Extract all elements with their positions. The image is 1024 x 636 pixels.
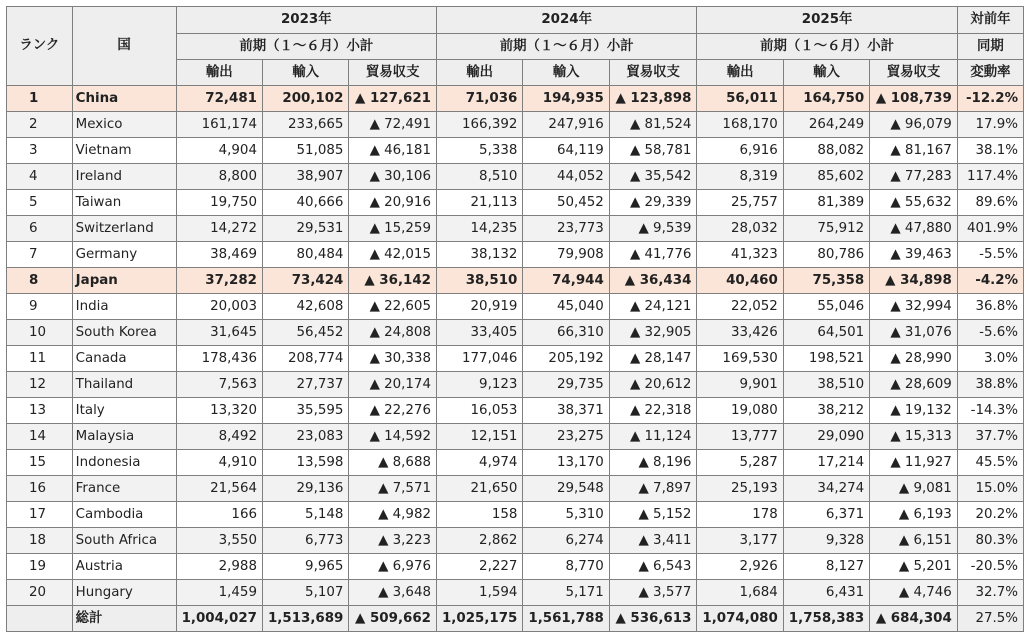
- imports-2023-cell: 29,136: [262, 476, 348, 502]
- trade-table-container: [6, 6, 1024, 632]
- table-row: [7, 190, 1024, 216]
- balance-2024-cell: ▲ 8,196: [609, 450, 697, 476]
- exports-2023-cell: 19,750: [176, 190, 262, 216]
- balance-2024-cell: ▲ 3,577: [609, 580, 697, 606]
- table-row: [7, 216, 1024, 242]
- exports-2025-cell: 28,032: [697, 216, 783, 242]
- imports-2025-cell: 64,501: [783, 320, 869, 346]
- header-year-2023: 2023年: [176, 7, 436, 34]
- imports-2025-cell: 75,912: [783, 216, 869, 242]
- imports-2025-cell: 164,750: [783, 86, 869, 112]
- balance-2025-cell: ▲ 28,609: [870, 372, 958, 398]
- header-exports-2023: 輸出: [176, 60, 262, 86]
- exports-2023-cell: 178,436: [176, 346, 262, 372]
- balance-2025-cell: ▲ 19,132: [870, 398, 958, 424]
- imports-2023-cell: 80,484: [262, 242, 348, 268]
- imports-2025-cell: 88,082: [783, 138, 869, 164]
- country-cell: India: [72, 294, 176, 320]
- balance-2023-cell: ▲ 4,982: [349, 502, 437, 528]
- exports-2024-cell: 38,132: [436, 242, 522, 268]
- exports-2024-cell: 8,510: [436, 164, 522, 190]
- exports-2025-cell: 3,177: [697, 528, 783, 554]
- total-balance-2025: ▲ 684,304: [870, 606, 958, 632]
- exports-2024-cell: 21,113: [436, 190, 522, 216]
- exports-2024-cell: 38,510: [436, 268, 522, 294]
- exports-2023-cell: 8,492: [176, 424, 262, 450]
- header-year-2025: 2025年: [697, 7, 957, 34]
- table-row: [7, 320, 1024, 346]
- country-cell: Cambodia: [72, 502, 176, 528]
- balance-2023-cell: ▲ 30,106: [349, 164, 437, 190]
- exports-2023-cell: 4,910: [176, 450, 262, 476]
- imports-2024-cell: 247,916: [523, 112, 609, 138]
- imports-2024-cell: 205,192: [523, 346, 609, 372]
- exports-2024-cell: 12,151: [436, 424, 522, 450]
- balance-2023-cell: ▲ 6,976: [349, 554, 437, 580]
- total-blank-cell: [7, 606, 73, 632]
- balance-2025-cell: ▲ 6,151: [870, 528, 958, 554]
- table-row: [7, 398, 1024, 424]
- change-rate-cell: 80.3%: [957, 528, 1023, 554]
- exports-2023-cell: 38,469: [176, 242, 262, 268]
- imports-2023-cell: 38,907: [262, 164, 348, 190]
- exports-2024-cell: 33,405: [436, 320, 522, 346]
- balance-2025-cell: ▲ 34,898: [870, 268, 958, 294]
- table-row: [7, 86, 1024, 112]
- change-rate-cell: -12.2%: [957, 86, 1023, 112]
- balance-2023-cell: ▲ 46,181: [349, 138, 437, 164]
- country-cell: China: [72, 86, 176, 112]
- balance-2024-cell: ▲ 29,339: [609, 190, 697, 216]
- balance-2025-cell: ▲ 9,081: [870, 476, 958, 502]
- rank-cell: 10: [7, 320, 73, 346]
- table-row: [7, 476, 1024, 502]
- exports-2024-cell: 71,036: [436, 86, 522, 112]
- country-cell: Mexico: [72, 112, 176, 138]
- imports-2023-cell: 40,666: [262, 190, 348, 216]
- exports-2025-cell: 22,052: [697, 294, 783, 320]
- exports-2025-cell: 33,426: [697, 320, 783, 346]
- exports-2025-cell: 2,926: [697, 554, 783, 580]
- balance-2024-cell: ▲ 5,152: [609, 502, 697, 528]
- balance-2023-cell: ▲ 30,338: [349, 346, 437, 372]
- balance-2024-cell: ▲ 22,318: [609, 398, 697, 424]
- header-imports-2023: 輸入: [262, 60, 348, 86]
- balance-2025-cell: ▲ 32,994: [870, 294, 958, 320]
- imports-2023-cell: 233,665: [262, 112, 348, 138]
- imports-2025-cell: 80,786: [783, 242, 869, 268]
- table-row: [7, 268, 1024, 294]
- balance-2023-cell: ▲ 22,605: [349, 294, 437, 320]
- imports-2025-cell: 264,249: [783, 112, 869, 138]
- imports-2023-cell: 6,773: [262, 528, 348, 554]
- exports-2024-cell: 166,392: [436, 112, 522, 138]
- exports-2024-cell: 1,594: [436, 580, 522, 606]
- exports-2023-cell: 31,645: [176, 320, 262, 346]
- country-cell: Italy: [72, 398, 176, 424]
- balance-2025-cell: ▲ 96,079: [870, 112, 958, 138]
- balance-2025-cell: ▲ 55,632: [870, 190, 958, 216]
- rank-cell: 9: [7, 294, 73, 320]
- exports-2024-cell: 14,235: [436, 216, 522, 242]
- balance-2024-cell: ▲ 123,898: [609, 86, 697, 112]
- exports-2023-cell: 161,174: [176, 112, 262, 138]
- rank-cell: 5: [7, 190, 73, 216]
- balance-2023-cell: ▲ 7,571: [349, 476, 437, 502]
- change-rate-cell: 32.7%: [957, 580, 1023, 606]
- imports-2023-cell: 5,107: [262, 580, 348, 606]
- imports-2025-cell: 81,389: [783, 190, 869, 216]
- balance-2024-cell: ▲ 28,147: [609, 346, 697, 372]
- imports-2025-cell: 38,510: [783, 372, 869, 398]
- country-cell: Germany: [72, 242, 176, 268]
- total-change: 27.5%: [957, 606, 1023, 632]
- rank-cell: 12: [7, 372, 73, 398]
- exports-2024-cell: 21,650: [436, 476, 522, 502]
- imports-2025-cell: 55,046: [783, 294, 869, 320]
- table-row: [7, 372, 1024, 398]
- exports-2023-cell: 20,003: [176, 294, 262, 320]
- balance-2024-cell: ▲ 41,776: [609, 242, 697, 268]
- rank-cell: 17: [7, 502, 73, 528]
- country-cell: Austria: [72, 554, 176, 580]
- balance-2023-cell: ▲ 15,259: [349, 216, 437, 242]
- imports-2023-cell: 35,595: [262, 398, 348, 424]
- exports-2025-cell: 6,916: [697, 138, 783, 164]
- rank-cell: 15: [7, 450, 73, 476]
- rank-cell: 11: [7, 346, 73, 372]
- imports-2024-cell: 5,171: [523, 580, 609, 606]
- table-row: [7, 294, 1024, 320]
- header-year-2024: 2024年: [436, 7, 696, 34]
- change-rate-cell: 3.0%: [957, 346, 1023, 372]
- country-cell: Thailand: [72, 372, 176, 398]
- header-period-2025: 前期（１～６月）小計: [697, 34, 957, 60]
- balance-2023-cell: ▲ 3,648: [349, 580, 437, 606]
- rank-cell: 4: [7, 164, 73, 190]
- exports-2023-cell: 8,800: [176, 164, 262, 190]
- change-rate-cell: 117.4%: [957, 164, 1023, 190]
- imports-2024-cell: 13,170: [523, 450, 609, 476]
- change-rate-cell: 20.2%: [957, 502, 1023, 528]
- country-cell: Malaysia: [72, 424, 176, 450]
- imports-2024-cell: 29,548: [523, 476, 609, 502]
- balance-2024-cell: ▲ 7,897: [609, 476, 697, 502]
- header-change-line-1: 対前年: [957, 7, 1023, 34]
- header-imports-2025: 輸入: [783, 60, 869, 86]
- change-rate-cell: 37.7%: [957, 424, 1023, 450]
- exports-2025-cell: 19,080: [697, 398, 783, 424]
- imports-2025-cell: 38,212: [783, 398, 869, 424]
- country-cell: Hungary: [72, 580, 176, 606]
- change-rate-cell: 38.1%: [957, 138, 1023, 164]
- balance-2023-cell: ▲ 20,174: [349, 372, 437, 398]
- imports-2025-cell: 9,328: [783, 528, 869, 554]
- exports-2024-cell: 2,227: [436, 554, 522, 580]
- exports-2024-cell: 16,053: [436, 398, 522, 424]
- exports-2025-cell: 1,684: [697, 580, 783, 606]
- table-body: [7, 86, 1024, 606]
- country-cell: Japan: [72, 268, 176, 294]
- imports-2025-cell: 198,521: [783, 346, 869, 372]
- imports-2025-cell: 75,358: [783, 268, 869, 294]
- exports-2024-cell: 9,123: [436, 372, 522, 398]
- trade-balance-table: [6, 6, 1024, 632]
- balance-2025-cell: ▲ 15,313: [870, 424, 958, 450]
- balance-2025-cell: ▲ 11,927: [870, 450, 958, 476]
- table-row: [7, 424, 1024, 450]
- header-exports-2024: 輸出: [436, 60, 522, 86]
- exports-2025-cell: 25,193: [697, 476, 783, 502]
- imports-2025-cell: 29,090: [783, 424, 869, 450]
- imports-2025-cell: 85,602: [783, 164, 869, 190]
- exports-2025-cell: 13,777: [697, 424, 783, 450]
- balance-2024-cell: ▲ 36,434: [609, 268, 697, 294]
- balance-2024-cell: ▲ 11,124: [609, 424, 697, 450]
- header-change-line-3: 変動率: [957, 60, 1023, 86]
- balance-2025-cell: ▲ 81,167: [870, 138, 958, 164]
- table-row: [7, 164, 1024, 190]
- imports-2023-cell: 5,148: [262, 502, 348, 528]
- header-balance-2025: 貿易収支: [870, 60, 958, 86]
- table-row: [7, 580, 1024, 606]
- total-exports-2025: 1,074,080: [697, 606, 783, 632]
- exports-2023-cell: 4,904: [176, 138, 262, 164]
- exports-2024-cell: 5,338: [436, 138, 522, 164]
- country-cell: Vietnam: [72, 138, 176, 164]
- country-cell: Taiwan: [72, 190, 176, 216]
- header-period-2024: 前期（１～６月）小計: [436, 34, 696, 60]
- exports-2023-cell: 72,481: [176, 86, 262, 112]
- balance-2024-cell: ▲ 32,905: [609, 320, 697, 346]
- change-rate-cell: 45.5%: [957, 450, 1023, 476]
- balance-2025-cell: ▲ 6,193: [870, 502, 958, 528]
- exports-2025-cell: 5,287: [697, 450, 783, 476]
- exports-2025-cell: 178: [697, 502, 783, 528]
- balance-2023-cell: ▲ 14,592: [349, 424, 437, 450]
- change-rate-cell: -5.5%: [957, 242, 1023, 268]
- total-exports-2023: 1,004,027: [176, 606, 262, 632]
- balance-2023-cell: ▲ 42,015: [349, 242, 437, 268]
- change-rate-cell: 89.6%: [957, 190, 1023, 216]
- imports-2024-cell: 64,119: [523, 138, 609, 164]
- imports-2023-cell: 9,965: [262, 554, 348, 580]
- imports-2023-cell: 29,531: [262, 216, 348, 242]
- exports-2024-cell: 2,862: [436, 528, 522, 554]
- rank-cell: 3: [7, 138, 73, 164]
- balance-2023-cell: ▲ 127,621: [349, 86, 437, 112]
- exports-2025-cell: 41,323: [697, 242, 783, 268]
- exports-2024-cell: 177,046: [436, 346, 522, 372]
- change-rate-cell: 38.8%: [957, 372, 1023, 398]
- imports-2023-cell: 27,737: [262, 372, 348, 398]
- header-period-2023: 前期（１～６月）小計: [176, 34, 436, 60]
- total-imports-2023: 1,513,689: [262, 606, 348, 632]
- imports-2023-cell: 73,424: [262, 268, 348, 294]
- imports-2024-cell: 5,310: [523, 502, 609, 528]
- balance-2023-cell: ▲ 24,808: [349, 320, 437, 346]
- rank-cell: 14: [7, 424, 73, 450]
- country-cell: South Africa: [72, 528, 176, 554]
- header-imports-2024: 輸入: [523, 60, 609, 86]
- change-rate-cell: -14.3%: [957, 398, 1023, 424]
- rank-cell: 19: [7, 554, 73, 580]
- country-cell: Indonesia: [72, 450, 176, 476]
- imports-2025-cell: 6,431: [783, 580, 869, 606]
- table-row: [7, 554, 1024, 580]
- balance-2023-cell: ▲ 22,276: [349, 398, 437, 424]
- balance-2024-cell: ▲ 9,539: [609, 216, 697, 242]
- country-cell: Switzerland: [72, 216, 176, 242]
- balance-2024-cell: ▲ 3,411: [609, 528, 697, 554]
- rank-cell: 6: [7, 216, 73, 242]
- total-row: [7, 606, 1024, 632]
- imports-2024-cell: 44,052: [523, 164, 609, 190]
- imports-2023-cell: 23,083: [262, 424, 348, 450]
- total-exports-2024: 1,025,175: [436, 606, 522, 632]
- balance-2023-cell: ▲ 72,491: [349, 112, 437, 138]
- imports-2024-cell: 74,944: [523, 268, 609, 294]
- balance-2024-cell: ▲ 35,542: [609, 164, 697, 190]
- balance-2023-cell: ▲ 8,688: [349, 450, 437, 476]
- imports-2025-cell: 34,274: [783, 476, 869, 502]
- balance-2025-cell: ▲ 47,880: [870, 216, 958, 242]
- change-rate-cell: 401.9%: [957, 216, 1023, 242]
- imports-2023-cell: 56,452: [262, 320, 348, 346]
- rank-cell: 7: [7, 242, 73, 268]
- balance-2025-cell: ▲ 108,739: [870, 86, 958, 112]
- imports-2024-cell: 38,371: [523, 398, 609, 424]
- imports-2024-cell: 50,452: [523, 190, 609, 216]
- exports-2023-cell: 37,282: [176, 268, 262, 294]
- balance-2023-cell: ▲ 3,223: [349, 528, 437, 554]
- exports-2023-cell: 14,272: [176, 216, 262, 242]
- rank-cell: 2: [7, 112, 73, 138]
- change-rate-cell: -4.2%: [957, 268, 1023, 294]
- exports-2023-cell: 3,550: [176, 528, 262, 554]
- imports-2025-cell: 8,127: [783, 554, 869, 580]
- imports-2024-cell: 6,274: [523, 528, 609, 554]
- imports-2024-cell: 23,773: [523, 216, 609, 242]
- balance-2024-cell: ▲ 20,612: [609, 372, 697, 398]
- rank-cell: 18: [7, 528, 73, 554]
- balance-2025-cell: ▲ 77,283: [870, 164, 958, 190]
- imports-2024-cell: 23,275: [523, 424, 609, 450]
- balance-2025-cell: ▲ 4,746: [870, 580, 958, 606]
- table-row: [7, 450, 1024, 476]
- exports-2025-cell: 9,901: [697, 372, 783, 398]
- rank-cell: 1: [7, 86, 73, 112]
- exports-2025-cell: 168,170: [697, 112, 783, 138]
- balance-2024-cell: ▲ 58,781: [609, 138, 697, 164]
- table-row: [7, 242, 1024, 268]
- change-rate-cell: -20.5%: [957, 554, 1023, 580]
- balance-2023-cell: ▲ 20,916: [349, 190, 437, 216]
- exports-2023-cell: 21,564: [176, 476, 262, 502]
- country-cell: France: [72, 476, 176, 502]
- rank-cell: 20: [7, 580, 73, 606]
- total-label: 総計: [72, 606, 176, 632]
- table-row: [7, 112, 1024, 138]
- exports-2024-cell: 158: [436, 502, 522, 528]
- balance-2025-cell: ▲ 28,990: [870, 346, 958, 372]
- country-cell: Canada: [72, 346, 176, 372]
- exports-2023-cell: 2,988: [176, 554, 262, 580]
- imports-2023-cell: 51,085: [262, 138, 348, 164]
- exports-2024-cell: 20,919: [436, 294, 522, 320]
- exports-2025-cell: 40,460: [697, 268, 783, 294]
- change-rate-cell: 36.8%: [957, 294, 1023, 320]
- exports-2025-cell: 25,757: [697, 190, 783, 216]
- change-rate-cell: 15.0%: [957, 476, 1023, 502]
- total-balance-2024: ▲ 536,613: [609, 606, 697, 632]
- balance-2025-cell: ▲ 39,463: [870, 242, 958, 268]
- country-cell: South Korea: [72, 320, 176, 346]
- exports-2023-cell: 166: [176, 502, 262, 528]
- imports-2024-cell: 79,908: [523, 242, 609, 268]
- balance-2023-cell: ▲ 36,142: [349, 268, 437, 294]
- header-balance-2024: 貿易収支: [609, 60, 697, 86]
- change-rate-cell: 17.9%: [957, 112, 1023, 138]
- balance-2025-cell: ▲ 31,076: [870, 320, 958, 346]
- exports-2023-cell: 7,563: [176, 372, 262, 398]
- total-imports-2025: 1,758,383: [783, 606, 869, 632]
- table-row: [7, 138, 1024, 164]
- imports-2023-cell: 208,774: [262, 346, 348, 372]
- exports-2024-cell: 4,974: [436, 450, 522, 476]
- country-cell: Ireland: [72, 164, 176, 190]
- header-change-line-2: 同期: [957, 34, 1023, 60]
- imports-2024-cell: 29,735: [523, 372, 609, 398]
- imports-2024-cell: 45,040: [523, 294, 609, 320]
- exports-2025-cell: 8,319: [697, 164, 783, 190]
- header-exports-2025: 輸出: [697, 60, 783, 86]
- imports-2023-cell: 200,102: [262, 86, 348, 112]
- exports-2023-cell: 13,320: [176, 398, 262, 424]
- balance-2024-cell: ▲ 24,121: [609, 294, 697, 320]
- imports-2024-cell: 194,935: [523, 86, 609, 112]
- header-rank: ランク: [7, 7, 73, 86]
- total-imports-2024: 1,561,788: [523, 606, 609, 632]
- balance-2024-cell: ▲ 81,524: [609, 112, 697, 138]
- imports-2023-cell: 42,608: [262, 294, 348, 320]
- table-row: [7, 502, 1024, 528]
- exports-2025-cell: 56,011: [697, 86, 783, 112]
- total-balance-2023: ▲ 509,662: [349, 606, 437, 632]
- exports-2025-cell: 169,530: [697, 346, 783, 372]
- table-row: [7, 528, 1024, 554]
- header-country: 国: [72, 7, 176, 86]
- rank-cell: 16: [7, 476, 73, 502]
- rank-cell: 13: [7, 398, 73, 424]
- imports-2023-cell: 13,598: [262, 450, 348, 476]
- table-row: [7, 346, 1024, 372]
- imports-2024-cell: 66,310: [523, 320, 609, 346]
- exports-2023-cell: 1,459: [176, 580, 262, 606]
- change-rate-cell: -5.6%: [957, 320, 1023, 346]
- balance-2025-cell: ▲ 5,201: [870, 554, 958, 580]
- imports-2025-cell: 6,371: [783, 502, 869, 528]
- rank-cell: 8: [7, 268, 73, 294]
- imports-2025-cell: 17,214: [783, 450, 869, 476]
- imports-2024-cell: 8,770: [523, 554, 609, 580]
- header-balance-2023: 貿易収支: [349, 60, 437, 86]
- balance-2024-cell: ▲ 6,543: [609, 554, 697, 580]
